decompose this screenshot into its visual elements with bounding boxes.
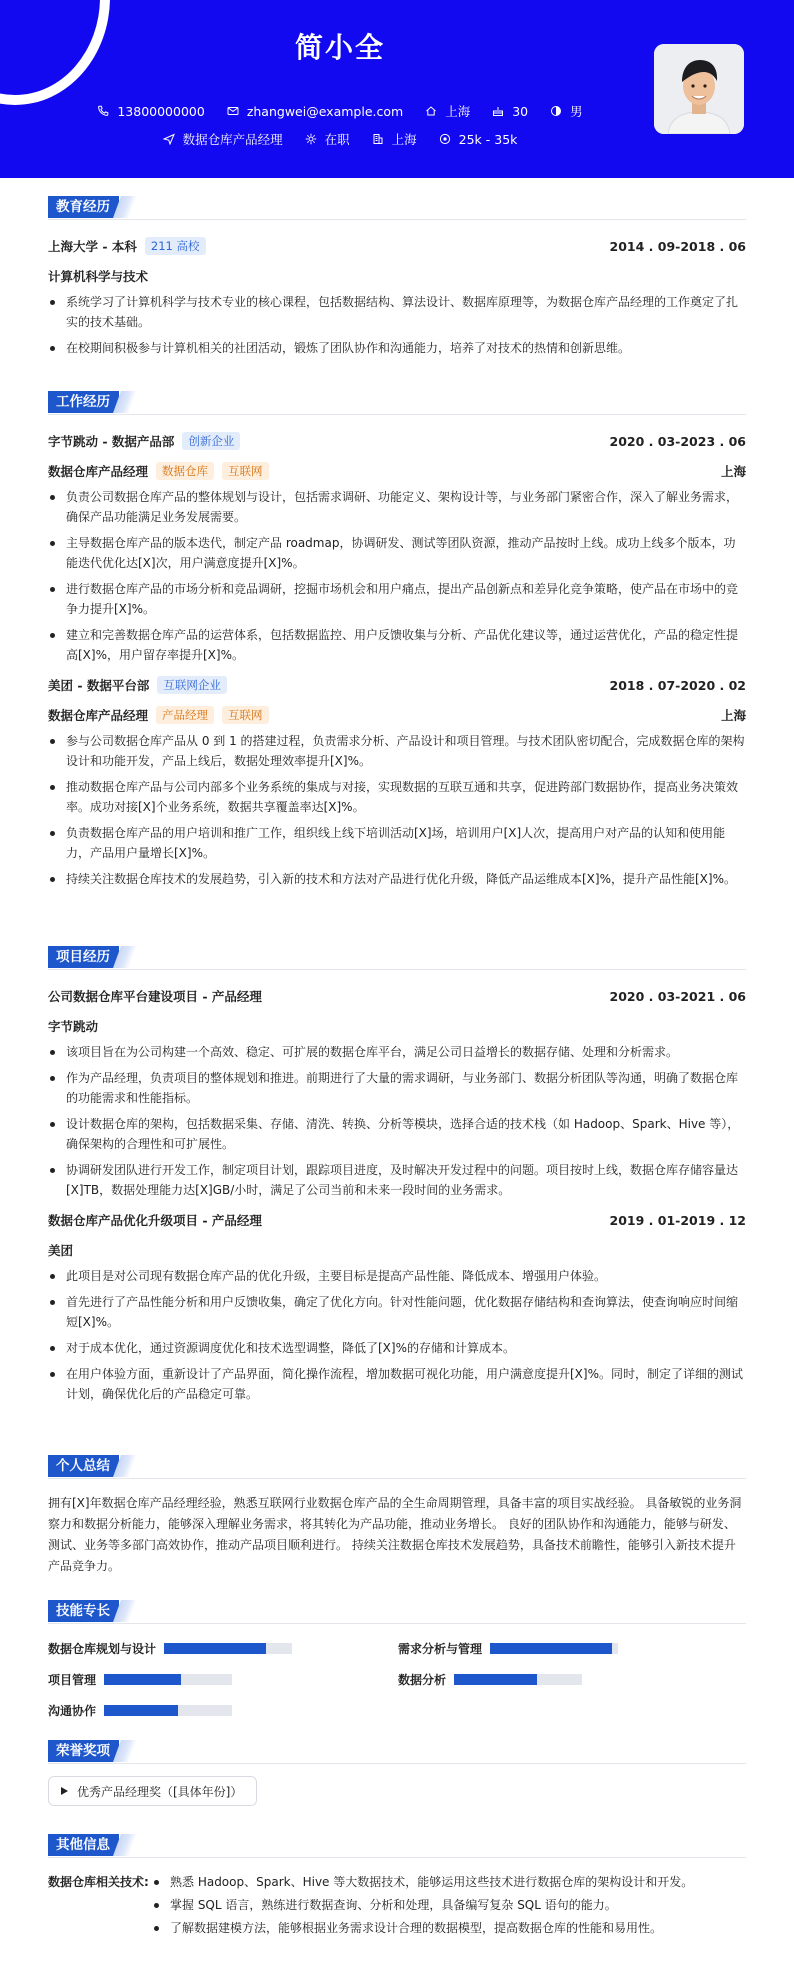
company-name: 字节跳动 - 数据产品部 (48, 434, 175, 449)
work-section (48, 391, 746, 895)
skill-name: 需求分析与管理 (398, 1642, 483, 1656)
status-text: 在职 (324, 132, 350, 147)
project-name: 公司数据仓库平台建设项目 - 产品经理 (48, 989, 262, 1004)
age-text: 30 (512, 103, 529, 119)
avatar (654, 44, 744, 134)
skill-item (48, 1640, 398, 1657)
list-item: 主导数据仓库产品的版本迭代，制定产品 roadmap，协调研发、测试等团队资源，推动产品按时上线。成功上线多个版本，功能迭代优化达[X]次，用户满意度提升[X]%。 (48, 533, 746, 573)
email-text: zhangwei@example.com (246, 103, 404, 119)
job-role: 数据仓库产品经理 (48, 464, 149, 479)
projects-section (48, 946, 746, 1410)
gender-text: 男 (570, 104, 583, 119)
company-tag: 创新企业 (182, 432, 240, 450)
job-entry (48, 675, 746, 889)
target-city-item (372, 130, 417, 148)
list-item: 进行数据仓库产品的市场分析和竞品调研，挖掘市场机会和用户痛点，提出产品创新点和差异化竞争策略，使产品在市场中的竞争力提升[X]%。 (48, 579, 746, 619)
job-location: 上海 (720, 708, 746, 723)
city-item (425, 102, 470, 120)
list-item: 负责数据仓库产品的用户培训和推广工作，组织线上线下培训活动[X]场，培训用户[X]人次，提高用户对产品的认知和使用能力，产品用户量增长[X]%。 (48, 823, 746, 863)
phone-item (97, 104, 204, 119)
education-date: 2014 . 09-2018 . 06 (609, 238, 746, 254)
job-role: 数据仓库产品经理 (48, 708, 149, 723)
education-entry-head (48, 236, 746, 256)
list-item: 掌握 SQL 语言，熟练进行数据查询、分析和处理，具备编写复杂 SQL 语句的能力。 (152, 1895, 746, 1915)
list-item: 此项目是对公司现有数据仓库产品的优化升级，主要目标是提高产品性能、降低成本、增强用户体验。 (48, 1266, 746, 1286)
skill-name: 沟通协作 (48, 1704, 97, 1718)
skill-name: 数据仓库规划与设计 (48, 1642, 157, 1656)
honor-item (48, 1776, 257, 1806)
salary-text: 25k - 35k (458, 131, 518, 147)
candidate-name: 简小全 (294, 31, 385, 64)
skill-bar (104, 1705, 232, 1716)
section-title: 技能专长 (48, 1600, 119, 1622)
skill-bar (104, 1674, 232, 1685)
education-bullets (48, 292, 746, 358)
list-item: 设计数据仓库的架构，包括数据采集、存储、清洗、转换、分析等模块，选择合适的技术栈（如 Hadoop、Spark、Hive 等），确保架构的合理性和可扩展性。 (48, 1114, 746, 1154)
salary-item (439, 132, 518, 147)
gender-icon (550, 105, 562, 117)
resume-header (0, 0, 794, 178)
skill-fill (454, 1674, 537, 1685)
list-item: 对于成本优化，通过资源调度优化和技术选型调整，降低了[X]%的存储和计算成本。 (48, 1338, 746, 1358)
role-tag: 互联网 (222, 706, 269, 724)
list-item: 在校期间积极参与计算机相关的社团活动，锻炼了团队协作和沟通能力，培养了对技术的热情和创新思维。 (48, 338, 746, 358)
job-date: 2020 . 03-2023 . 06 (609, 433, 746, 449)
gender-item (550, 102, 583, 120)
list-item: 推动数据仓库产品与公司内部多个业务系统的集成与对接，实现数据的互联互通和共享，促进跨部门数据协作，提高业务决策效率。成功对接[X]个业务系统，数据共享覆盖率达[X]%。 (48, 777, 746, 817)
contact-row (0, 102, 680, 120)
skill-bar (454, 1674, 582, 1685)
list-item: 在用户体验方面，重新设计了产品界面，简化操作流程，增加数据可视化功能，用户满意度提升[X]%。同时，制定了详细的测试计划，确保优化后的产品稳定可靠。 (48, 1364, 746, 1404)
list-item: 作为产品经理，负责项目的整体规划和推进。前期进行了大量的需求调研，与业务部门、数据分析团队等沟通，明确了数据仓库的功能需求和性能指标。 (48, 1068, 746, 1108)
send-icon (163, 133, 175, 145)
city-text: 上海 (445, 104, 471, 119)
skills-section (48, 1600, 746, 1719)
building-icon (372, 133, 384, 145)
email-icon (227, 105, 239, 117)
list-item: 熟悉 Hadoop、Spark、Hive 等大数据技术，能够运用这些技术进行数据仓库的架构设计和开发。 (152, 1872, 746, 1892)
list-item: 了解数据建模方法，能够根据业务需求设计合理的数据模型，提高数据仓库的性能和易用性。 (152, 1918, 746, 1938)
avatar-portrait (654, 44, 744, 134)
project-entry (48, 1210, 746, 1404)
section-title: 工作经历 (48, 391, 119, 413)
school-name: 上海大学 - 本科 (48, 239, 137, 254)
cake-icon (492, 105, 504, 117)
list-item: 持续关注数据仓库技术的发展趋势，引入新的技术和方法对产品进行优化升级，降低产品运维成本[X]%，提升产品性能[X]%。 (48, 869, 746, 889)
skill-fill (164, 1643, 266, 1654)
project-date: 2020 . 03-2021 . 06 (609, 988, 746, 1004)
status-item (305, 130, 350, 148)
honor-text: 优秀产品经理奖（[具体年份]） (77, 1784, 243, 1799)
company-tag: 互联网企业 (157, 676, 227, 694)
skill-name: 数据分析 (398, 1673, 447, 1687)
summary-text: 拥有[X]年数据仓库产品经理经验，熟悉互联网行业数据仓库产品的全生命周期管理，具备丰富的项目实战经验。 具备敏锐的业务洞察力和数据分析能力，能够深入理解业务需求，将其转化为产品功能，推动业务增长。 良好的团队协作和沟通能力，能够与研发、测试、业务等多部门高效协作，推动产品项目顺利进行。 持续关注数据仓库技术发展趋势，具备技术前瞻性，能够引入新技术提升产品竞争力。 (48, 1496, 742, 1573)
skill-fill (104, 1674, 181, 1685)
other-label: 数据仓库相关技术: (48, 1875, 149, 1889)
skill-fill (490, 1643, 612, 1654)
skill-bar (164, 1643, 292, 1654)
section-title: 其他信息 (48, 1834, 119, 1856)
target-role-text: 数据仓库产品经理 (182, 132, 283, 147)
target-city-text: 上海 (391, 132, 417, 147)
job-intent-row (0, 130, 680, 148)
skill-item (48, 1702, 398, 1719)
project-org: 字节跳动 (48, 1019, 99, 1034)
role-tag: 产品经理 (156, 706, 214, 724)
role-tag: 数据仓库 (156, 462, 214, 480)
summary-section (48, 1455, 746, 1577)
job-location: 上海 (720, 464, 746, 479)
age-item (492, 104, 528, 119)
skill-fill (104, 1705, 178, 1716)
project-date: 2019 . 01-2019 . 12 (609, 1212, 746, 1228)
job-entry (48, 431, 746, 665)
gear-icon (305, 133, 317, 145)
project-org: 美团 (48, 1243, 74, 1258)
list-item: 首先进行了产品性能分析和用户反馈收集，确定了优化方向。针对性能问题，优化数据存储结构和查询算法，使查询响应时间缩短[X]%。 (48, 1292, 746, 1332)
company-name: 美团 - 数据平台部 (48, 678, 150, 693)
list-item: 系统学习了计算机科学与技术专业的核心课程，包括数据结构、算法设计、数据库原理等，为数据仓库产品经理的工作奠定了扎实的技术基础。 (48, 292, 746, 332)
role-tag: 互联网 (222, 462, 269, 480)
home-icon (425, 105, 437, 117)
phone-icon (97, 105, 109, 117)
coin-icon (439, 133, 451, 145)
section-title: 荣誉奖项 (48, 1740, 119, 1762)
major: 计算机科学与技术 (48, 269, 149, 284)
other-section (48, 1834, 746, 1941)
list-item: 建立和完善数据仓库产品的运营体系，包括数据监控、用户反馈收集与分析、产品优化建议等，通过运营优化，产品的稳定性提高[X]%，用户留存率提升[X]%。 (48, 625, 746, 665)
section-title: 教育经历 (48, 196, 119, 218)
skill-name: 项目管理 (48, 1673, 97, 1687)
education-section (48, 196, 746, 364)
section-title: 个人总结 (48, 1455, 119, 1477)
skill-item (48, 1671, 398, 1688)
phone-text: 13800000000 (117, 103, 205, 119)
project-entry (48, 986, 746, 1200)
skill-item (398, 1640, 746, 1657)
email-item (227, 104, 403, 119)
job-date: 2018 . 07-2020 . 02 (609, 677, 746, 693)
target-role-item (163, 130, 283, 148)
other-bullets (152, 1872, 746, 1941)
section-title: 项目经历 (48, 946, 119, 968)
honors-section (48, 1740, 746, 1806)
list-item: 该项目旨在为公司构建一个高效、稳定、可扩展的数据仓库平台，满足公司日益增长的数据存储、处理和分析需求。 (48, 1042, 746, 1062)
list-item: 负责公司数据仓库产品的整体规划与设计，包括需求调研、功能定义、架构设计等，与业务部门紧密合作，深入了解业务需求，确保产品功能满足业务发展需要。 (48, 487, 746, 527)
skill-bar (490, 1643, 618, 1654)
triangle-right-icon (59, 1786, 69, 1796)
school-tag: 211 高校 (145, 237, 206, 255)
skills-grid (48, 1640, 746, 1719)
list-item: 协调研发团队进行开发工作，制定项目计划，跟踪项目进度，及时解决开发过程中的问题。项目按时上线，数据仓库存储容量达[X]TB，数据处理能力达[X]GB/小时，满足了公司当前和未来一段时间的业务需求。 (48, 1160, 746, 1200)
skill-item (398, 1671, 746, 1688)
list-item: 参与公司数据仓库产品从 0 到 1 的搭建过程，负责需求分析、产品设计和项目管理。与技术团队密切配合，完成数据仓库的架构设计和功能开发，产品上线后，数据处理效率提升[X]%。 (48, 731, 746, 771)
project-name: 数据仓库产品优化升级项目 - 产品经理 (48, 1213, 262, 1228)
